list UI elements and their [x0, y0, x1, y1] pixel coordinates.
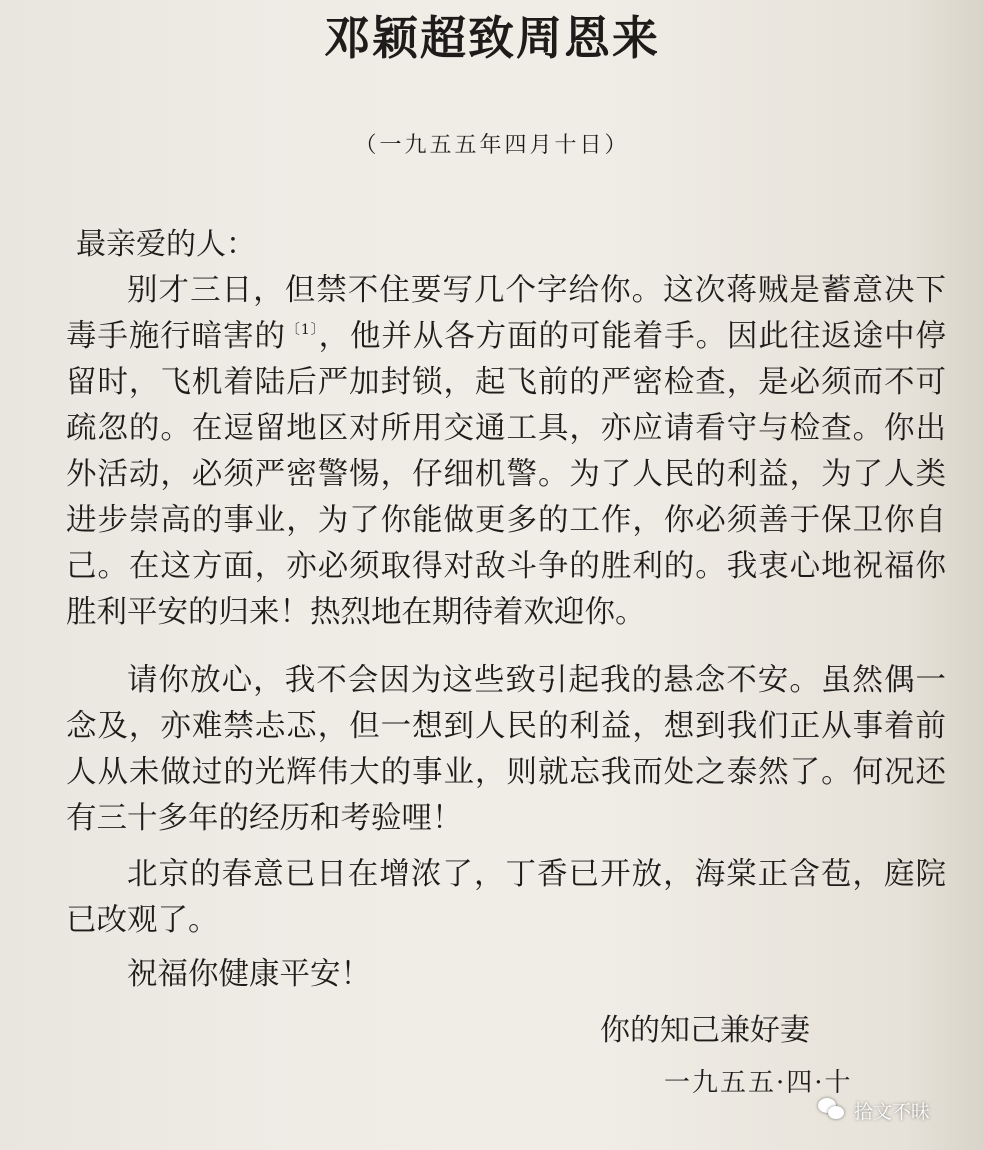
paragraph-2: 请你放心，我不会因为这些致引起我的悬念不安。虽然偶一念及，亦难禁忐忑，但一想到人民的利益，想到我们正从事着前人从未做过的光辉伟大的事业，则就忘我而处之泰然了。何况还有三十多年的经历和考验哩！	[66, 663, 946, 836]
salutation: 最亲爱的人：	[76, 227, 256, 262]
letter-title: 邓颖超致周恩来	[324, 11, 660, 65]
paragraph-4-block	[66, 952, 946, 998]
signature: 你的知己兼好妻	[600, 1013, 810, 1048]
watermark-text: 拾文不昧	[854, 1100, 931, 1123]
paragraph-1-text-b: ，他并从各方面的可能着手。因此往返途中停留时，飞机着陆后严加封锁，起飞前的严密检查，是必须而不可疏忽的。在逗留地区对所用交通工具，亦应请看守与检查。你出外活动，必须严密警惕，仔细机警。为了人民的利益，为了人类进步崇高的事业，为了你能做更多的工作，你必须善于保卫你自己。在这方面，亦必须取得对敌斗争的胜利的。我衷心地祝福你胜利平安的归来！热烈地在期待着欢迎你。	[66, 319, 947, 630]
signature-date: 一九五五·四·十	[664, 1068, 853, 1098]
paragraph-1-block	[66, 268, 946, 636]
wechat-icon	[818, 1098, 846, 1122]
paragraph-3-block	[66, 852, 946, 944]
footnote-marker: 〔1〕	[285, 322, 319, 338]
paragraph-2-block	[66, 658, 946, 842]
paragraph-1-text-a: 别才三日，但禁不住要写几个字给你。这次蒋贼是蓄意决下毒手施行暗害的	[66, 273, 946, 354]
paragraph-3: 北京的春意已日在增浓了，丁香已开放，海棠正含苞，庭院已改观了。	[66, 857, 946, 938]
paragraph-1	[66, 268, 946, 636]
letter-date-line: （一九五五年四月十日）	[354, 133, 630, 158]
watermark	[818, 1090, 930, 1130]
closing-line: 祝福你健康平安！	[127, 957, 371, 992]
